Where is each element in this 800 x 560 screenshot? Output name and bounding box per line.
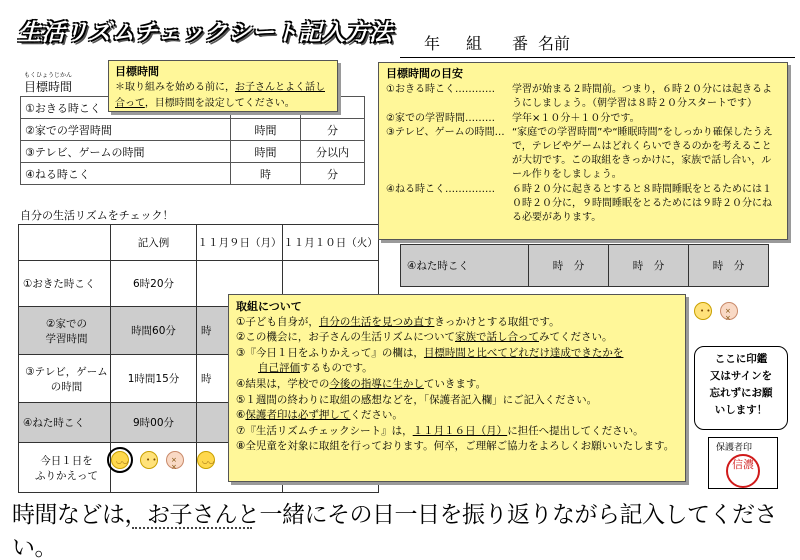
class-label: 組 <box>466 34 483 53</box>
guardian-stamp-label: 保護者印 <box>716 443 753 453</box>
row-label: ①おきた時こく <box>19 261 111 307</box>
row-label: 今日１日を ふりかえって <box>19 443 111 493</box>
goal-label: ①おきる時こく <box>21 97 231 119</box>
goal-row <box>21 163 365 185</box>
goal-unit: 分以内 <box>301 141 365 163</box>
row-label: ②家での 学習時間 <box>19 307 111 355</box>
guide-heading: 目標時間の目安 <box>386 67 463 80</box>
column-header: 記入例 <box>111 225 197 261</box>
example-cell: 6時20分 <box>111 261 197 307</box>
notice-item: 自己評価するものです。 <box>258 362 373 375</box>
guide-callout <box>378 62 788 240</box>
rhythm-title: 自分の生活リズムをチェック！ <box>20 209 174 222</box>
notice-item: ⑧全児童を対象に取組を行っております。何卒，ご理解ご協力をよろしくお願いいたします。 <box>236 440 675 453</box>
notice-item: ③『今日１日をふりかえって』の欄は，目標時間と比べてどれだけ達成できたかを <box>236 346 624 359</box>
goal-callout <box>108 60 338 112</box>
name-label: 名前 <box>538 34 571 53</box>
notice-item: ②この機会に，お子さんの生活リズムについて家族で話し合ってみてください。 <box>236 331 613 344</box>
goal-heading-ruby: もくひょうじかん <box>24 72 73 79</box>
notice-item: ④結果は，学校での今後の指導に生かしていきます。 <box>236 377 487 390</box>
goal-unit: 分 <box>301 163 365 185</box>
grade-label: 年 <box>424 34 441 53</box>
goal-row <box>21 141 365 163</box>
stamp-reminder: ここに印鑑 又はサインを 忘れずにお願 いします！ <box>694 346 788 430</box>
example-cell: 時間60分 <box>111 307 197 355</box>
notice-item: ⑤１週間の終わりに取組の感想などを，「保護者記入欄」にご記入ください。 <box>236 393 598 406</box>
goal-unit: 時間 <box>231 119 301 141</box>
goal-heading: もくひょうじかん 目標時間 <box>24 72 73 94</box>
notice-item: ⑥保護者印は必ず押してください。 <box>236 409 403 422</box>
goal-unit: 分 <box>301 119 365 141</box>
right-partial-table <box>400 244 769 287</box>
sad-face-icon[interactable]: × × <box>166 451 184 469</box>
footer-instruction: 時間などは，お子さんと一緒にその日一日を振り返りながら記入してください。 <box>12 502 777 560</box>
column-header: １１月９日（月） <box>197 225 283 261</box>
table-header-row <box>19 225 379 261</box>
notice-item: ①子ども自身が，自分の生活を見つめ直すきっかけとする取組です。 <box>236 315 560 328</box>
sheet-title: 生活リズムチェックシート記入方法 <box>18 20 393 46</box>
entry-cell[interactable]: 時 分 <box>529 245 609 287</box>
goal-unit: 時間 <box>231 141 301 163</box>
notice-item: ⑦『生活リズムチェックシート』は，１１月１６日（月）に担任へ提出してください。 <box>236 424 644 437</box>
row-label: ④ねた時こく <box>19 403 111 443</box>
goal-callout-text: ＊取り組みを始める前に，お子さんとよく話し 合って，目標時間を設定してください。 <box>115 82 325 109</box>
smile-face-icon[interactable]: ◡◡ <box>111 451 129 469</box>
goal-unit: 時 <box>231 163 301 185</box>
example-cell: 1時間15分 <box>111 355 197 403</box>
entry-cell[interactable]: 時 分 <box>609 245 689 287</box>
dotted-underline <box>132 527 252 529</box>
notice-callout <box>228 294 686 482</box>
number-label: 番 <box>512 34 529 53</box>
name-line <box>400 28 795 58</box>
column-header: １１月１０日（火） <box>283 225 379 261</box>
row-label: ③テレビ，ゲーム の時間 <box>19 355 111 403</box>
goal-label: ④ねる時こく <box>21 163 231 185</box>
guide-item: ③テレビ、ゲームの時間… “家庭での学習時間”や“睡眠時間”をしっかり確保したうえで，テレビやゲームはどれくらいできるのかを考えることが大切です。この取組をきっかけに，家族で話し合い，ルール作りをしましょう。 <box>386 126 773 181</box>
goal-label: ③テレビ、ゲームの時間 <box>21 141 231 163</box>
guide-item: ①おきる時こく………… 学習が始まる２時間前。つまり，６時２０分には起きるようにしましょう。（朝学習は８時２０分スタートです） <box>386 84 772 110</box>
neutral-face-icon[interactable]: • • <box>694 302 712 320</box>
seal-stamp-icon: 信濃 <box>726 454 760 488</box>
goal-callout-heading: 目標時間 <box>115 65 159 78</box>
notice-heading: 取組について <box>236 300 302 313</box>
corner-cell <box>19 225 111 261</box>
goal-row <box>21 119 365 141</box>
neutral-face-icon[interactable]: • • <box>140 451 158 469</box>
sad-face-icon[interactable]: × × <box>720 302 738 320</box>
smile-face-icon[interactable]: ◡◡ <box>197 451 215 469</box>
example-cell: 9時00分 <box>111 403 197 443</box>
guide-item: ④ねる時こく…………… ６時２０分に起きるとすると８時間睡眠をとるためには１０時２０分に，９時間睡眠をとるためには９時２０分にねる必要があります。 <box>386 183 772 224</box>
table-row <box>401 245 769 287</box>
entry-cell[interactable]: 時 分 <box>689 245 769 287</box>
row-label: ④ねた時こく <box>401 245 529 287</box>
goal-label: ②家での学習時間 <box>21 119 231 141</box>
guide-item: ②家での学習時間……… 学年×１０分＋１０分です。 <box>386 112 640 124</box>
entry-cell[interactable]: 時 <box>197 307 283 355</box>
entry-cell[interactable]: 時 <box>197 355 283 403</box>
